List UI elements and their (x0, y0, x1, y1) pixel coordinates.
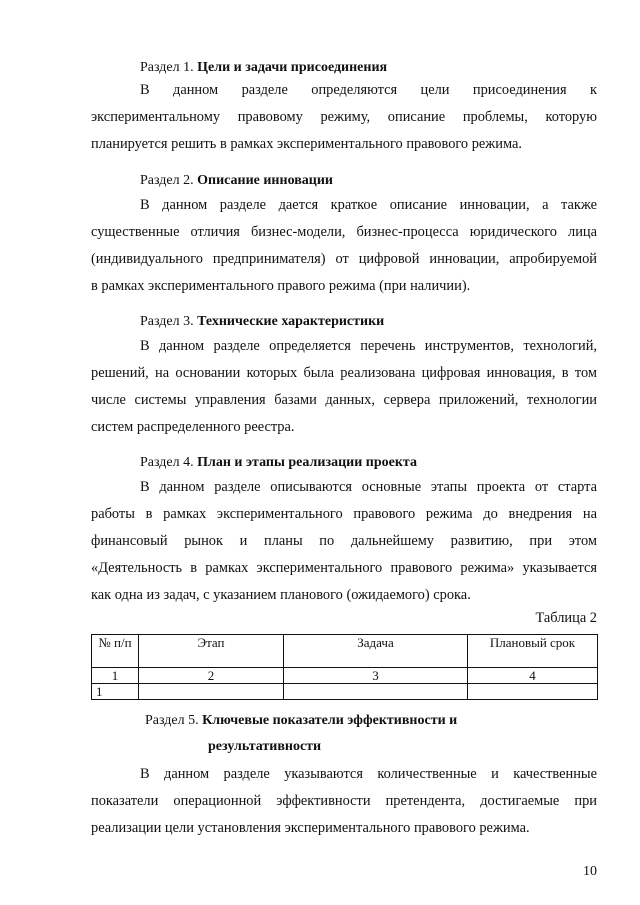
section-3-line-4: систем распределенного реестра. (91, 419, 295, 435)
section-4-line-2: работы в рамках экспериментального правового режима до внедрения на (91, 506, 597, 522)
section-4-line-5: как одна из задач, с указанием планового (ожидаемого) срока. (91, 587, 471, 603)
section-2-body (91, 192, 597, 300)
section-3-line-3: числе системы управления базами данных, сервера приложений, технологии (91, 392, 597, 408)
table-number-row (92, 668, 598, 684)
section-4-line-4: «Деятельность в рамках экспериментального правового режима» указывается (91, 560, 597, 576)
section-5-body (91, 761, 597, 842)
section-4-prefix: Раздел 4. (140, 455, 194, 470)
section-1-line-1: В данном разделе определяются цели присоединения к (140, 82, 597, 98)
section-3-line-1: В данном разделе определяется перечень инструментов, технологий, (140, 338, 597, 354)
table-row (92, 684, 598, 700)
table-cell: 2 (139, 668, 284, 684)
section-4-body (91, 474, 597, 609)
section-3-body (91, 333, 597, 441)
section-5-heading (145, 711, 457, 731)
plan-table (91, 634, 598, 700)
table-header-task: Задача (284, 635, 468, 668)
section-4-line-1: В данном разделе описываются основные этапы проекта от старта (140, 479, 597, 495)
section-4-heading (140, 453, 417, 473)
table-header-number: № п/п (92, 635, 139, 668)
section-5-line-2: показатели операционной эффективности претендента, достигаемые при (91, 793, 597, 809)
table-caption: Таблица 2 (535, 610, 597, 626)
section-3-title: Технические характеристики (197, 314, 385, 329)
section-5-prefix: Раздел 5. (145, 713, 199, 728)
table-cell: 4 (468, 668, 598, 684)
section-2-line-4: в рамках экспериментального правого режима (при наличии). (91, 278, 471, 294)
section-1-prefix: Раздел 1. (140, 60, 194, 75)
table-cell (284, 684, 468, 700)
section-2-line-2: существенные отличия бизнес-модели, бизнес-процесса юридического лица (91, 224, 597, 240)
table-header-row (92, 635, 598, 668)
table-cell: 3 (284, 668, 468, 684)
section-4-line-3: финансовый рынок и планы по дальнейшему развитию, при этом (91, 533, 597, 549)
section-3-prefix: Раздел 3. (140, 314, 194, 329)
table-cell: 1 (92, 684, 139, 700)
table-cell: 1 (92, 668, 139, 684)
section-5-title-line-2: результативности (208, 739, 322, 754)
section-1-line-2: экспериментальному правовому режиму, описание проблемы, которую (91, 109, 597, 125)
section-3-heading (140, 312, 384, 332)
section-5-line-1: В данном разделе указываются количественные и качественные (140, 766, 597, 782)
section-1-line-3: планируется решить в рамках экспериментального правового режима. (91, 136, 522, 152)
section-1-body (91, 77, 597, 158)
section-2-line-1: В данном разделе дается краткое описание инновации, а также (140, 197, 597, 213)
section-2-prefix: Раздел 2. (140, 173, 194, 188)
table-header-deadline: Плановый срок (468, 635, 598, 668)
section-2-title: Описание инновации (197, 173, 333, 188)
section-5-title-line-1: Ключевые показатели эффективности и (202, 713, 458, 728)
section-3-line-2: решений, на основании которых была реализована цифровая инновация, в том (91, 365, 597, 381)
section-5-heading-cont (208, 737, 321, 757)
table-cell (139, 684, 284, 700)
section-2-line-3: (индивидуального предпринимателя) от цифровой инновации, апробируемой (91, 251, 597, 267)
section-4-title: План и этапы реализации проекта (197, 455, 417, 470)
table-header-stage: Этап (139, 635, 284, 668)
page-number: 10 (583, 864, 597, 879)
section-5-line-3: реализации цели установления экспериментального правового режима. (91, 820, 530, 836)
section-1-heading (140, 58, 387, 78)
table-cell (468, 684, 598, 700)
section-1-title: Цели и задачи присоединения (197, 60, 388, 75)
section-2-heading (140, 171, 333, 191)
